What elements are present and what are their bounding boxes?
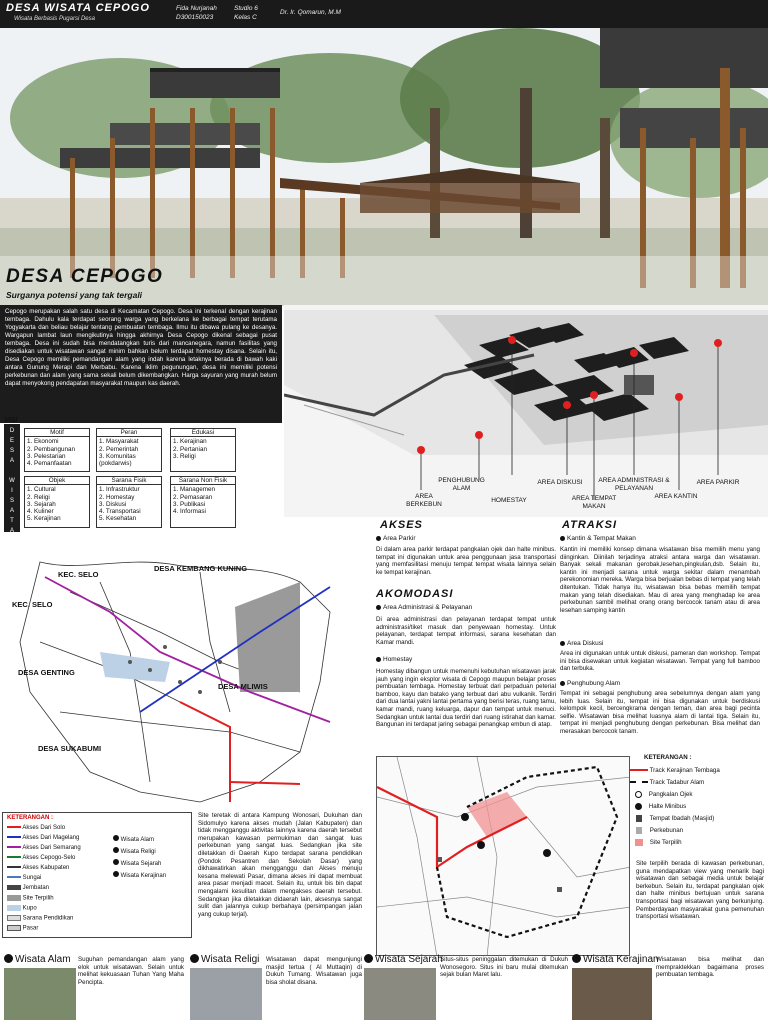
hero-tagline: Surganya potensi yang tak tergali bbox=[6, 290, 143, 300]
akomodasi-sub1: Area Administrasi & Pelayanan bbox=[376, 604, 472, 611]
akses-title: AKSES bbox=[380, 519, 423, 531]
studio-block bbox=[234, 4, 258, 22]
wisata-sejarah-photo bbox=[364, 968, 436, 1020]
visi-box-motif: Motif 1. Ekonomi 2. Pembangunan 3. Pelestarian 4. Pemanfaatan bbox=[24, 428, 90, 472]
label-area-diskusi: AREA DISKUSI bbox=[537, 479, 583, 486]
map-label-mliwis: DESA MLIWIS bbox=[218, 682, 268, 691]
map-legend-title: KETERANGAN : bbox=[7, 815, 53, 821]
visi-label: VISI bbox=[4, 417, 18, 424]
poster-title: DESA WISATA CEPOGO bbox=[6, 2, 150, 14]
wisata-alam-title: Wisata Alam bbox=[4, 954, 71, 965]
header-bar bbox=[0, 0, 768, 28]
village-map bbox=[0, 552, 360, 810]
author-id: D300150023 bbox=[176, 14, 214, 21]
site-legend-title: KETERANGAN : bbox=[644, 754, 692, 761]
map-label-kec-selo-1: KEC. SELO bbox=[58, 570, 99, 579]
map-label-genting: DESA GENTING bbox=[18, 668, 75, 677]
site-plan-render bbox=[284, 305, 768, 517]
atraksi-sub1: Kantin & Tempat Makan bbox=[560, 535, 636, 542]
hero-render bbox=[0, 28, 768, 306]
author-name: Fida Nurjanah bbox=[176, 5, 217, 12]
map-label-kembang-kuning: DESA KEMBANG KUNING bbox=[154, 564, 248, 573]
wisata-religi-text: Wisatawan dapat mengunjungi masjid tertua ( Al Muttaqin) di Dukuh Tumang. Wisatawan juga bisa sholat disana. bbox=[266, 956, 362, 986]
atraksi-text1: Kantin ini memiliki konsep dimana wisatawan bisa memilih menu yang diinginkan. Diinilah terjadinya atraksi antara warga dan wisatawan. Banyak sekali makanan gerobak,lesehan,pingkulan,dsb. Selain itu, kantin ini menjadi sarana untuk warga sekitar dalam menambah perekonomian mereka. Warga bisa berjualan bebas di tempat yang telah ditentukan. Tidak hanya itu, wisatawan bisa bebas memilih tempat makan yang telah disediakan. Mau di area yang menghadap ke area perkebunan sambil melihat orang orang bercocok tanam atau di area lesehan samping kantin bbox=[560, 546, 760, 614]
label-homestay: HOMESTAY bbox=[491, 497, 527, 504]
label-area-administrasi: AREA ADMINISTRASI & PELAYANAN bbox=[598, 477, 670, 492]
author-block bbox=[176, 4, 217, 22]
studio-label: Studio 6 bbox=[234, 5, 258, 12]
map-label-sukabumi: DESA SUKABUMI bbox=[38, 744, 102, 753]
desa-wisata-vertical: D E S A W I S A T A bbox=[4, 424, 20, 532]
atraksi-text3: Tempat ini sebagai penghubung area sebelumnya dengan alam yang lebih luas. Selain itu, tempat ini bisa digunakan untuk berdiskusi kelompok kecil, bercengkrama dengan teman, dan area bagi pecinta selfie. Wisatawan bisa melihat luasnya alam di lantai tiga. Selain itu, tempat ini menjadi penghubung dengan perkebunan. Bisa melihat dan merasakan bercocok tanam. bbox=[560, 690, 760, 735]
map-legend-list: Akses Dari Solo Akses Dari Magelang Akses Dari Semarang Akses Cepogo-Selo Akses Kabupaten Sungai Jembatan Site Terpilih Kupo Sarana Pendidikan Pasar bbox=[7, 825, 107, 935]
atraksi-text2: Area ini digunakan untuk untuk diskusi, pameran dan workshop. Tempat ini bisa disewakan untuk kegiatan wisatawan. Tempat yang full bamboo dan terbuka. bbox=[560, 650, 760, 673]
wisata-sejarah-text: Situs-situs peninggalan ditemukan di Dukuh Wonosegoro. Situs ini baru mulai ditemukan sejak bulan Maret lalu. bbox=[440, 956, 568, 979]
hero-title: DESA CEPOGO bbox=[6, 266, 164, 287]
kelas-label: Kelas C bbox=[234, 14, 257, 21]
label-area-tempat-makan: AREA TEMPAT MAKAN bbox=[571, 495, 617, 510]
label-area-kantin: AREA KANTIN bbox=[654, 493, 698, 500]
site-location-map bbox=[376, 756, 630, 956]
akomodasi-text2: Homestay dibangun untuk memenuhi kebutuhan wisatawan jarak jauh yang ingin eksplor wisata di Cepogo maupun belajar proses pembuatan tembaga. Homestay terbuat dari perpaduan peterial bamboo, kayu dan batako yang terbuat dari abu vulkanik. Terdiri dari dua lantai yakni lantai pertama yang berisi teras, ruang tamu, kamar mandi, ruang keluarga, dapur dan tempat untuk menuci. Sedangkan untuk lantai dua terdiri dari ruang istirahat dan kamar. Bangunan ini terdapat jaring sebagai penangkap embun di atap. bbox=[376, 668, 556, 729]
wisata-strip bbox=[0, 952, 768, 1024]
map-legend-wisata: Wisata Alam Wisata Religi Wisata Sejarah Wisata Kerajinan bbox=[113, 835, 166, 883]
atraksi-sub3: Penghubung Alam bbox=[560, 680, 620, 687]
lecturer-label: Dr. Ir. Qomarun, M.M bbox=[280, 9, 341, 16]
label-area-parkir: AREA PARKIR bbox=[696, 479, 740, 486]
site-chosen-text: Site terpilih berada di kawasan perkebunan, guna mendapatkan view yang menarik bagi wisatawan dan sebagai media untuk belajar berkebun. Selain itu, terdapat pangkalan ojek dan halte minibus bertujuan untuk sarana transportasi bagi wisatawan yang berkunjung. Pemberdayaan masyarakat guna pemenuhan transportasi wisatawan. bbox=[636, 860, 764, 921]
wisata-alam-photo bbox=[4, 968, 76, 1020]
visi-box-objek: Objek 1. Cultural 2. Religi 3. Sejarah 4. Kuliner 5. Kerajinan bbox=[24, 476, 90, 528]
akses-sub: Area Parkir bbox=[376, 535, 416, 542]
wisata-kerajinan-photo bbox=[572, 968, 652, 1020]
wisata-religi-photo bbox=[190, 968, 262, 1020]
map-legend bbox=[2, 812, 192, 938]
map-label-kec-selo-2: KEC. SELO bbox=[12, 600, 53, 609]
site-legend-list: Track Kerajinan Tembaga Track Tadabur Alam Pangkalan Ojek Halte Minibus Tempat Ibadah (Masjid) Perkebunan Site Terpilih bbox=[630, 765, 768, 849]
site-legend bbox=[630, 754, 768, 854]
label-penghubung-alam: PENGHUBUNG ALAM bbox=[438, 477, 485, 492]
visi-box-sarana-fisik: Sarana Fisik 1. Infrastruktur 2. Homestay 3. Diskusi 4. Transportasi 5. Kesehatan bbox=[96, 476, 162, 528]
akomodasi-sub2: Homestay bbox=[376, 656, 412, 663]
intro-text: Cepogo merupakan salah satu desa di Kecamatan Cepogo. Desa ini terkenal dengan kerajinan tembaga. Dahulu kala terdapat seorang warga yang berkelana ke berbagai tempat terutama Yogyakarta dan beliau belajar tentang pembuatan tembaga. Ilmu itu dibawa pulang ke desanya. Wargapun lambat laun mengikutinya hingga akhirnya Desa Cepogo dikenal sebagai pusat tembaga. Desa ini sudah bisa mendatangkan turis dari mancanegara, namun fasilitas yang disediakan untuk wisatawan sangat minim bahkan belum terdapat homestay disana. Selain itu, Desa Cepogo memiliki pemandangan alam yang indah karena letaknya berada di bawah kaki antara Gunung Merapi dan Merbabu. Karena iklim pegunungan, desa ini memiliki potensi perkebunan dan alam yang sama sekali belum dikembangkan. Harga sayuran yang murah belum dapat menyokong pendapatan masyarakat maupun kas daerah. bbox=[0, 305, 282, 423]
wisata-sejarah-title: Wisata Sejarah bbox=[364, 954, 443, 965]
wisata-kerajinan-text: Wisatawan bisa melihat dan mempraktekkan bagaimana proses pembuatan tembaga. bbox=[656, 956, 764, 979]
wisata-alam-text: Suguhan pemandangan alam yang elok untuk wisatawan. Selain untuk melihat kekuasaan Tuhan Yang Maha Pencipta. bbox=[78, 956, 184, 986]
akomodasi-title: AKOMODASI bbox=[376, 588, 454, 600]
label-area-berkebun: AREA BERKEBUN bbox=[406, 493, 442, 508]
wisata-religi-title: Wisata Religi bbox=[190, 954, 259, 965]
atraksi-sub2: Area Diskusi bbox=[560, 640, 603, 647]
poster-subtitle: Wisata Berbasis Pugarsi Desa bbox=[14, 16, 95, 22]
hero-illustration bbox=[0, 28, 768, 306]
visi-box-peran: Peran 1. Masyarakat 2. Pemerintah 3. Komunitas (pokdarwis) bbox=[96, 428, 162, 472]
visi-box-edukasi: Edukasi 1. Kerajinan 2. Pertanian 3. Religi bbox=[170, 428, 236, 472]
wisata-kerajinan-title: Wisata Kerajinan bbox=[572, 954, 659, 965]
village-map-illustration bbox=[0, 552, 360, 810]
atraksi-title: ATRAKSI bbox=[562, 519, 618, 531]
akomodasi-text1: Di area administrasi dan pelayanan terdapat tempat untuk administrasi/tiket masuk dan penyewaan homestay. Untuk pelayanan, terdapat tempat informasi, sarana kesehatan dan Kamar mandi. bbox=[376, 616, 556, 646]
site-location-illustration bbox=[377, 757, 630, 956]
site-description: Site teretak di antara Kampung Wonosari, Dukuhan dan Sidomulyo karena akses mudah (Jalan Kabupaten) dan tidak mengganggu aktivitas lainnya karena daerah tersebut merupakan kawasan permukiman dan sangat luas perkebunan yang sangat luas. Sedangkan jika site diletakkan di Daerah Kupo terdapat sarana pendidikan (Pondok Pesantren dan Sekolah Dasar) yang dikhawatirkan akan mengganggu dan Akses menuju kesana melewati Pasar, dimana akses ini dapat membuat area pasar menjadi macet. Selain itu, untuk bis bin dapat mengalami kesulitan dalam mengakses daerah tersebut. Sedangkan jika diletakkan didaerah lain, aksesnya sangat sulit dan jalannya cukup berbahaya (persimpangan jalan yang cukup terjal). bbox=[198, 812, 362, 918]
visi-box-sarana-non-fisik: Sarana Non Fisik 1. Managemen 2. Pemasaran 3. Publikasi 4. Informasi bbox=[170, 476, 236, 528]
akses-text: Di dalam area parkir terdapat pangkalan ojek dan halte minibus. tempat ini digunakan untuk area penggunaan jasa transportasi yang memfasilitasi menuju tempat tempat wisata lainnya selain ke tempat kerajinan. bbox=[376, 546, 556, 576]
